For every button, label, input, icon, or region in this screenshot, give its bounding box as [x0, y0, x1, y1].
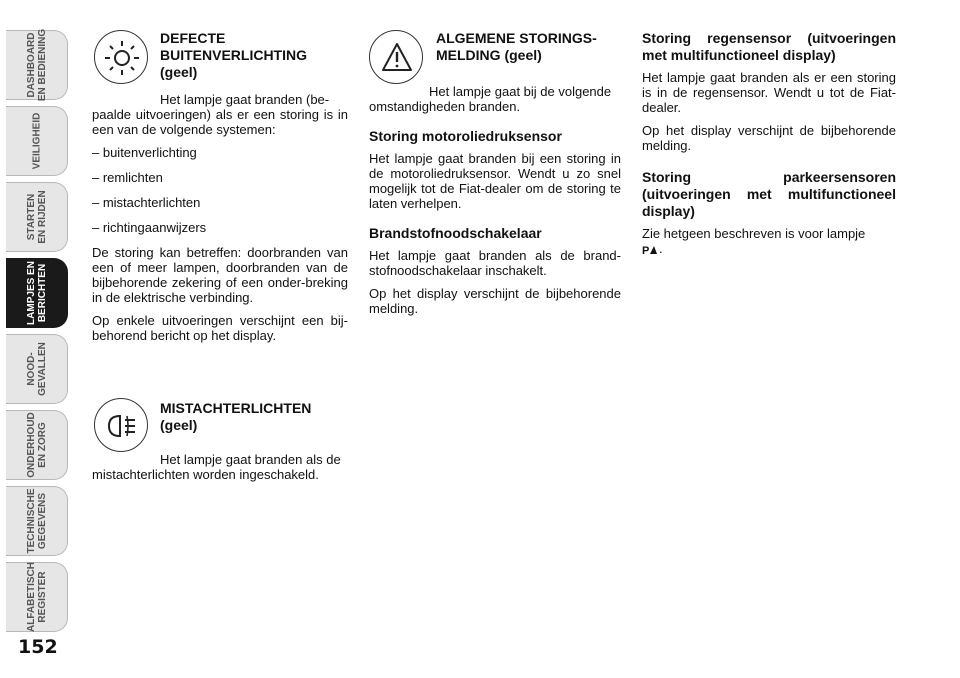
svg-text:P: P: [642, 245, 650, 255]
list-item: – mistachterlichten: [92, 195, 201, 210]
tab-label: STARTEN EN RIJDEN: [25, 190, 48, 244]
page-number: 152: [18, 636, 58, 658]
list-item: – richtingaanwijzers: [92, 220, 207, 235]
mist-text-rest: mistachterlichten worden ingeschakeld.: [92, 467, 319, 482]
tab-dashboard[interactable]: [6, 30, 68, 100]
list-item: – buitenverlichting: [92, 145, 197, 160]
sub-heading: Brandstofnoodschakelaar: [369, 225, 542, 241]
tab-lampjes[interactable]: [6, 258, 68, 328]
algemene-intro-rest: omstandigheden branden.: [369, 99, 521, 114]
sub-text: Op het display verschijnt de bijbehorende melding.: [369, 286, 621, 316]
algemene-title: ALGEMENE STORINGS- MELDING (geel): [436, 30, 597, 63]
tab-label: ALFABETISCH REGISTER: [25, 562, 48, 632]
mist-title: MISTACHTERLICHTEN (geel): [160, 400, 312, 433]
mist-body: [92, 452, 348, 482]
sub-heading: Storing parkeersensoren (uitvoeringen met multifunctioneel display): [642, 169, 896, 219]
tab-label: NOOD- GEVALLEN: [25, 342, 48, 396]
sub-text: Het lampje gaat branden als er een storing is in de regensensor. Wendt u tot de Fiat-dealer.: [642, 70, 896, 115]
tab-onderhoud[interactable]: [6, 410, 68, 480]
rear-fog-icon: [94, 398, 148, 452]
defecte-title: DEFECTE BUITENVERLICHTING (geel): [160, 30, 307, 80]
col3-body: [642, 30, 896, 258]
defecte-intro-rest: paalde uitvoeringen) als er een storing is in een van de volgende systemen:: [92, 107, 348, 137]
algemene-intro: Het lampje gaat bij de volgende: [429, 84, 612, 99]
sub-text-part: Zie hetgeen beschreven is voor lampje: [642, 226, 866, 241]
sub-heading: Storing motoroliedruksensor: [369, 128, 562, 144]
tab-technische[interactable]: [6, 486, 68, 556]
mist-text: Het lampje gaat branden als de: [160, 452, 341, 467]
defecte-body: [92, 92, 348, 351]
sub-text: [642, 226, 896, 258]
bulb-failure-icon: [94, 30, 148, 84]
tab-noodgevallen[interactable]: [6, 334, 68, 404]
warning-triangle-icon: [369, 30, 423, 84]
tab-veiligheid[interactable]: [6, 106, 68, 176]
parking-sensor-icon: [642, 243, 658, 258]
tab-register[interactable]: [6, 562, 68, 632]
tab-starten[interactable]: [6, 182, 68, 252]
defecte-intro: Het lampje gaat branden (be-: [160, 92, 330, 107]
tab-label: ONDERHOUD EN ZORG: [25, 412, 48, 478]
defecte-para1: De storing kan betreffen: doorbranden van een of meer lampen, doorbranden van de bijbehorende zekering of een onder-breking in de elektrische verbinding.: [92, 245, 348, 305]
sub-text: Het lampje gaat branden bij een storing in de motoroliedruksensor. Wendt u zo snel mogelijk tot de Fiat-dealer om de storing te laten verhelpen.: [369, 151, 621, 211]
list-item: – remlichten: [92, 170, 163, 185]
sub-text: Op het display verschijnt de bijbehorende melding.: [642, 123, 896, 153]
defecte-para2: Op enkele uitvoeringen verschijnt een bij-behorend bericht op het display.: [92, 313, 348, 343]
tab-label: TECHNISCHE GEGEVENS: [25, 488, 48, 554]
tab-label: VEILIGHEID: [31, 112, 42, 170]
algemene-body: [369, 84, 621, 324]
sub-text: Het lampje gaat branden als de brand-stofnoodschakelaar inschakelt.: [369, 248, 621, 278]
tab-label: DASHBOARD EN BEDIENING: [25, 28, 48, 102]
sub-heading: Storing regensensor (uitvoeringen met multifunctioneel display): [642, 30, 896, 63]
tab-label: LAMPJES EN BERICHTEN: [25, 261, 48, 325]
sub-text-end: .: [659, 241, 663, 256]
